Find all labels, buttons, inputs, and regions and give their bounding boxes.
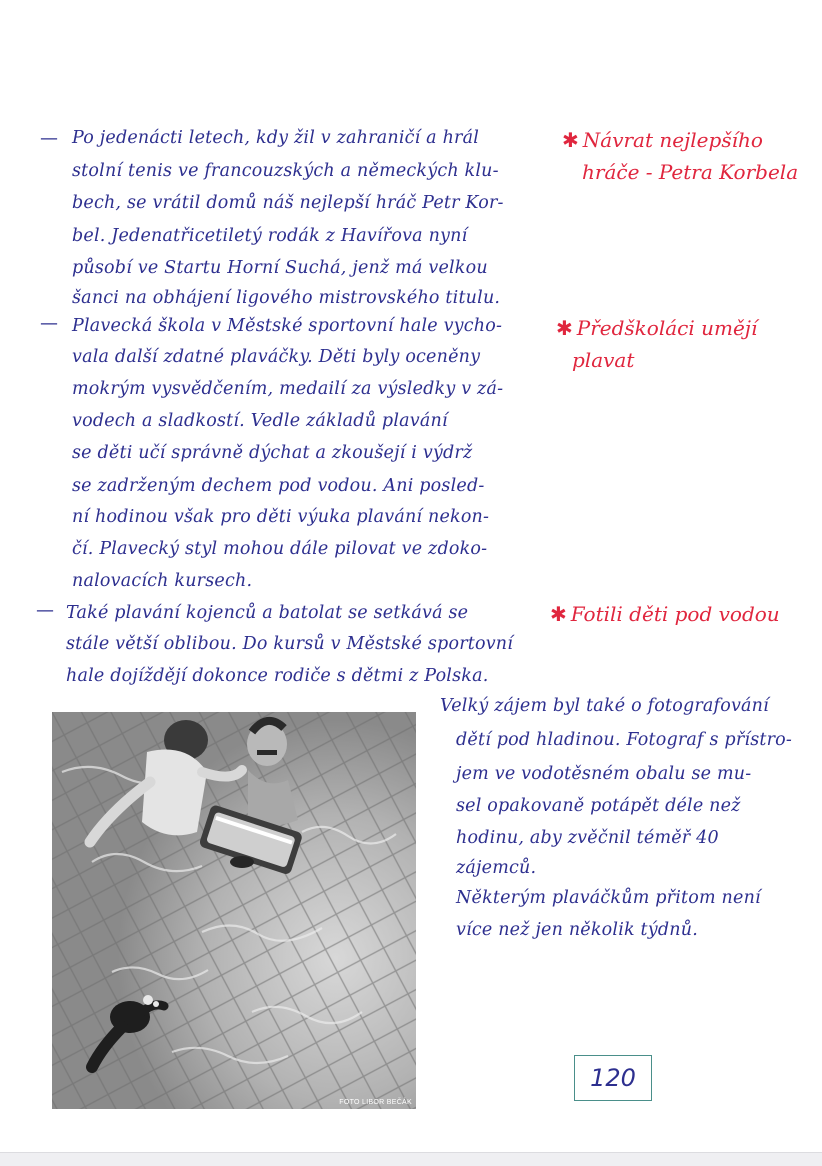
article-3-line: stále větší oblibou. Do kursů v Městské sportovní xyxy=(66,634,514,654)
article-2-line: ní hodinou však pro děti výuka plavání nekon- xyxy=(72,507,490,527)
article-2-line: vala další zdatné plaváčky. Děti byly oceněny xyxy=(72,347,481,367)
article-1-line: působí ve Startu Horní Suchá, jenž má velkou xyxy=(72,258,488,278)
article-2-note-line: plavat xyxy=(572,348,635,372)
article-2-line: mokrým vysvědčením, medailí za výsledky v zá- xyxy=(72,379,504,399)
caption-line: Velký zájem byl také o fotografování xyxy=(440,696,769,716)
caption-line: sel opakovaně potápět déle než xyxy=(456,796,741,816)
caption-line: Některým plaváčkům přitom není xyxy=(456,888,761,908)
page-bottom-edge xyxy=(0,1152,822,1166)
article-1-line: Po jedenácti letech, kdy žil v zahraničí a hrál xyxy=(72,128,480,148)
asterisk-icon: ✱ xyxy=(550,602,567,626)
article-2-line: nalovacích kursech. xyxy=(72,571,253,591)
article-1-note xyxy=(562,128,763,152)
asterisk-icon: ✱ xyxy=(556,316,573,340)
article-2-note xyxy=(556,316,757,340)
article-2-line: čí. Plavecký styl mohou dále pilovat ve zdoko- xyxy=(72,539,488,559)
article-3-line: Také plavání kojenců a batolat se setkává se xyxy=(66,603,469,623)
article-3-line: hale dojíždějí dokonce rodiče s dětmi z Polska. xyxy=(66,666,489,686)
asterisk-icon: ✱ xyxy=(562,128,579,152)
page-number-box xyxy=(574,1055,652,1101)
article-1-line: stolní tenis ve francouzských a německých klu- xyxy=(72,161,499,181)
bullet-dash: — xyxy=(40,128,58,149)
article-1-line: bel. Jedenatřicetiletý rodák z Havířova nyní xyxy=(72,226,468,246)
caption-line: jem ve vodotěsném obalu se mu- xyxy=(456,764,752,784)
underwater-photo xyxy=(52,712,416,1109)
article-1-line: šanci na obhájení ligového mistrovského titulu. xyxy=(72,288,501,308)
bullet-dash: — xyxy=(36,600,54,621)
article-2-note-line: Předškoláci umějí xyxy=(576,316,758,340)
caption-line: hodinu, aby zvěčnil téměř 40 xyxy=(456,828,719,848)
article-3-note xyxy=(550,602,780,626)
article-1-note-line: Návrat nejlepšího xyxy=(582,128,763,152)
article-2-line: se děti učí správně dýchat a zkoušejí i výdrž xyxy=(72,443,473,463)
article-3-note-line: Fotili děti pod vodou xyxy=(570,602,780,626)
caption-line: zájemců. xyxy=(456,858,537,878)
photo-credit: FOTO LIBOR BEČÁK xyxy=(339,1099,412,1106)
page-number: 120 xyxy=(590,1064,636,1092)
caption-line: dětí pod hladinou. Fotograf s přístro- xyxy=(456,730,793,750)
caption-line: více než jen několik týdnů. xyxy=(456,920,698,940)
photo-illustration xyxy=(52,712,416,1109)
article-2-line: se zadrženým dechem pod vodou. Ani posled- xyxy=(72,476,485,496)
article-1-note-line: hráče - Petra Korbela xyxy=(582,160,799,184)
bullet-dash: — xyxy=(40,313,58,334)
article-2-line: vodech a sladkostí. Vedle základů plavání xyxy=(72,411,448,431)
article-1-line: bech, se vrátil domů náš nejlepší hráč Petr Kor- xyxy=(72,193,504,213)
article-2-line: Plavecká škola v Městské sportovní hale vycho- xyxy=(72,316,503,336)
